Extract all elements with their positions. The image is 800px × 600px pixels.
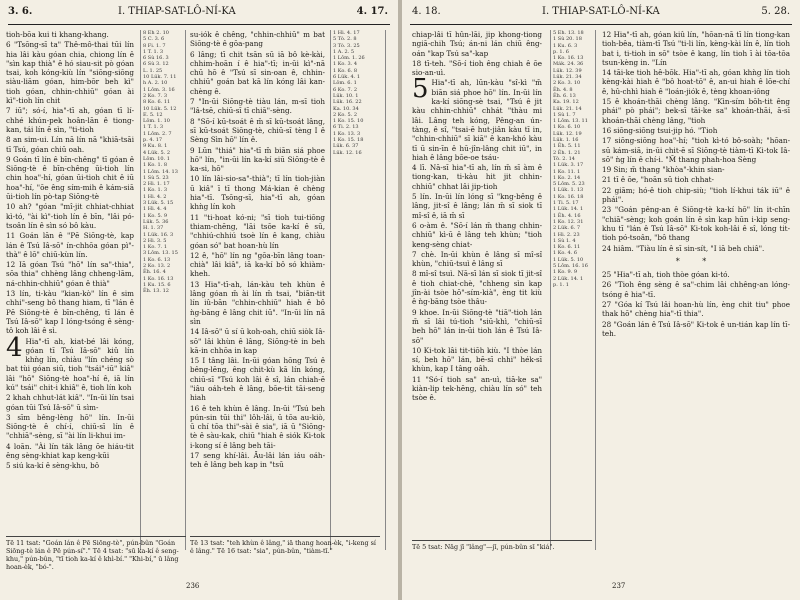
cross-reference: 8 Fi. 1. 7 <box>143 42 166 49</box>
cross-reference: 3 Tò. 3. 25 <box>333 42 360 49</box>
verse: 12 Iā góan Tsú "hō" lín sa"-thia", sōa thia" chhèng lâng chheng-lām, ná-chhin-chhiū" góan ê thià" <box>6 260 134 288</box>
verse: chiap-lâi tī hûn-lāi, jip khong-tiong ngiā-chih Tsú; án-ni lán chiū êng-oán "kap Tsú sa"-kap <box>412 30 542 58</box>
verse: 9 Lūn "thiá" hia"-tī m̄ biān siá phoe hō" lín, "in-ūi lín ka-kí siū Siōng-tè ê ka-si, hō" <box>190 145 325 174</box>
verse: 16 ê teh khùn ê lâng. In-ūi "Tsú beh pún-sin tūi thi" lôh-lâi, ū tōa au-kiò, ū chí tōa thi"-sài ê sia", iā ū "Siōng-tè ê sàu-kak, chiū "hiah ê siók Ki-tok i-kong sí ê lâng beh tāi- <box>190 403 325 450</box>
left-text-column-1 <box>6 30 134 472</box>
cross-reference: 1 Lôm. 1. 26 <box>333 55 365 62</box>
cross-reference: 1 Lôm. 13. 11 <box>553 118 588 125</box>
right-header-title: I. THIAP-SAT-LÔ-NÍ-KA <box>542 6 660 17</box>
cross-reference: 1 Lük. 1. 13 <box>553 187 584 194</box>
left-footnote-2: Tē 13 tsat: "teh khùn ê lâng," iā thang hoan-èk, "i-keng sí ê lâng." Tē 16 tsat: "sia", pún-bûn, "tiàm-tī." <box>190 536 380 555</box>
verse: 8 mî-sî tsuì. Nā-sī lán sī siok tī jit-sî ê tioh chiat-chè, "chheng sìn kap jîn-ài tsòe hō"-sím-kià", èng tit kiù ê ǹg-bāng tsòe thâu- <box>412 269 542 307</box>
cross-reference: 2 Ko. 13. 2 <box>143 262 171 269</box>
cross-reference: 1 Ko. 15. 18 <box>333 137 364 144</box>
cross-reference: 1 T. 1. 3 <box>143 48 164 55</box>
cross-reference: 1 Ko. 1. 8 <box>143 162 168 169</box>
cross-reference: p. 1. 1 <box>553 281 569 288</box>
cross-reference: Lük. 5. 36 <box>143 218 169 225</box>
cross-reference: 2 Ko. 7. 3 <box>143 92 168 99</box>
verse: 10 Ki-tok lâi tit-tiōh kiù. "I thòe lán sí, beh hō" lán, bē-sī chhi" hék-sī khùn, kap I tâng oâh. <box>412 345 542 374</box>
right-cross-references <box>550 30 596 550</box>
cross-reference: 8 Ko. 6. 11 <box>143 99 171 106</box>
verse: 11 "Só-í tioh sa" an-uì, tiā-ke sa" kiàn-lip tek-hēng, chiàu lín só" teh tsòe ê. <box>412 374 542 403</box>
verse: 2 khah chhut-lát kiâ". "In-ūi lín tsai góan tūi Tsú Iâ-sō" ū sìm- <box>6 393 134 412</box>
cross-reference: 1 Ko. 9. 9 <box>553 269 578 276</box>
cross-reference: 1 Ko. 5. 9 <box>143 212 168 219</box>
right-page-header <box>402 6 800 22</box>
cross-reference: 2 Hi. 3. 5 <box>143 237 167 244</box>
cross-reference: 1 Lôm. 14. 13 <box>143 168 178 175</box>
verse: 24 hiâm. "Tiàu lín ê sī sin-sít, "I iā beh chiâ". <box>602 243 765 253</box>
cross-reference: Lük. 6. 37 <box>333 143 359 150</box>
cross-reference: 3 Lük. 5. 15 <box>143 200 174 207</box>
verse: tioh-bōa kui ti khang-khang. <box>6 30 109 39</box>
cross-reference: E. 5. 12 <box>143 111 163 118</box>
cross-reference: 1 Ku. 6. 3 <box>553 42 578 49</box>
cross-reference: 1 Sù 5. 23 <box>143 174 169 181</box>
verse: 14 tāi-ke tioh hê-bōk. Hia"-tī ah, góan khǹg lín tioh kèng-kài hiah ê "bô hoat-tō" ê, an-ui hiah ê lōe-chí ê, hû-chhì hiah ê "loán-jiók ê, tèng khoan-iông <box>602 68 790 96</box>
verse: 5 lín. In-ūi lín lóng sī "kng-bêng ê lâng, jit-sî ê lâng; lán m̄ sī siok tī mî-sî ê, iā m̄ sī <box>412 192 542 220</box>
cross-reference: 2 Lük. 6. 7 <box>553 225 581 232</box>
cross-reference: Lük. 16. 22 <box>333 99 362 106</box>
right-text-column-1 <box>412 30 542 404</box>
section-divider-stars: * * <box>675 256 717 266</box>
cross-reference: 6 Ko. 7. 2 <box>333 86 358 93</box>
cross-reference: h A. 2. 10 <box>143 80 168 87</box>
verse: 10 ah? "góan "mî-jit chhiat-chhiat kì-tó, "ài kì"-tioh lín ê bīn, "lâi pó-tsoân lín ê sìn só bô kàu. <box>6 202 134 230</box>
cross-reference: 1 Hi. 4. 17 <box>333 30 360 36</box>
cross-reference: H. 1. 37 <box>143 225 164 232</box>
cross-reference: 6 Ti. 2. 13 <box>333 124 359 131</box>
cross-reference: 1 A. 2. 5 <box>333 48 355 55</box>
cross-reference: 5 Lôm. 16. 16 <box>553 262 588 269</box>
cross-reference: 6 Sù 3. 12 <box>143 61 169 68</box>
verse: 15 I tâng lâi. In-ūi góan hōng Tsú ê bêng-lēng, êng chit-kù kā lín kóng, chiū-sī "Tsú koh lâi ê sî, lán chiah-ē "iâu oáh-teh ê lâng, bōe-tit tāi-seng hiah <box>190 356 325 403</box>
cross-reference: Mák. 24. 36 <box>553 61 584 68</box>
right-page-number: 237 <box>612 582 626 590</box>
cross-reference: 2 Hi. 1. 17 <box>143 181 170 188</box>
left-footnote-1: Tē 11 tsat: "Goán lán ê Pē Siōng-tè", pún-bûn "Goán Siōng-tè lán ê Pē pún-sí"." Tē 4 tsat: "sū ka-kí ê seng-khu," pún-bûn, "tī tioh ka-kí ê khì-bí." "Khi-bí," ū lâng hoan-èk, "bó-". <box>6 536 186 571</box>
verse: 7 "In-ūi Siōng-tè tiàu lán, m-sī tioh "lâ-tsē, chiū-sī tī chiā"-sèng. <box>190 97 325 116</box>
cross-reference: 1 Ko. 11. 1 <box>553 168 581 175</box>
cross-reference: 1 Lük. 3. 17 <box>553 162 584 169</box>
cross-reference: Lük. 1. 16 <box>553 137 579 144</box>
left-header-chapter-end: 4. 17. <box>356 6 388 17</box>
left-cross-references <box>140 30 186 550</box>
cross-reference: Ka. 19. 12 <box>553 99 579 106</box>
verse: 5 siú ka-kí ê sèng-khu, bô <box>6 461 100 471</box>
cross-reference: Lük. 12. 39 <box>553 67 582 74</box>
verse: 13 lín, ti-kàu "kian-kò" lín ê sim chhi"-seng bô thang hiam, tī "lán ê Pē Siōng-tè ê bīn-chêng, tī lán ê Tsú Iâ-sō" kap I lóng-tsóng ê sèng-tô koh lâi ê sì. <box>6 289 134 336</box>
cross-reference: 3 Lôm. 13. 15 <box>143 250 178 257</box>
cross-reference: Ēh. 6. 13 <box>553 92 576 99</box>
verse: 6 o-àm ê. "Sō-í lán m̄ thang chhin-chhiū" kì-ū ê lâng teh khùn; "tioh keng-sèng chiat- <box>412 220 542 249</box>
cross-reference: 1 Lük. 14. 1 <box>553 206 584 213</box>
cross-reference: 1 Hi. 4. 4 <box>143 206 167 213</box>
verse: 26 "Tioh êng sèng ê sa"-chim lâi chhêng-an lóng-tsóng ê hia"-tī. <box>602 280 790 299</box>
verse: 12 ê, "hō" lín ng "gōa-bīn lâng toan-chià" lâi kiâ", iā ka-kí bô só khiàm-kheh. <box>190 250 325 279</box>
right-text-column-2 <box>602 30 790 339</box>
cross-reference: 1 Ko. 3. 4 <box>333 61 358 68</box>
cross-reference: 6 Lük. 4. 1 <box>333 74 361 81</box>
cross-reference: 1 Ko. 6. 13 <box>143 256 171 263</box>
left-header-chapter-start: 3. 6. <box>8 6 33 17</box>
cross-reference: 10 Lük. 7. 11 <box>143 74 177 81</box>
chapter-number: 4 <box>6 332 23 363</box>
verse: 7 chè. In-ūi khùn ê lâng sī mî-sî khùn, "chiū-tsuì ê lâng sī <box>412 249 542 269</box>
header-rule <box>8 24 390 25</box>
cross-reference: 1 Ko. 1. 3 <box>143 187 168 194</box>
cross-reference: 1 Ko. 16. 18 <box>553 193 584 200</box>
cross-reference: p. 4. 17 <box>143 137 163 144</box>
cross-reference: 1 Sù 1. 4 <box>553 237 576 244</box>
cross-reference: Ka. 10. 34 <box>333 105 359 112</box>
cross-reference: 10 Lük. 5. 12 <box>143 105 177 112</box>
cross-reference: 1 Ti. 5. 17 <box>553 200 579 207</box>
verse: 14 Iâ-sō" ū sí ū koh-oah, chiū siòk Iâ-sō" lâi khùn ê lâng, Siōng-tè in beh kā-in chhōa in kap <box>190 327 325 355</box>
cross-reference: 6 Sù 16. 3 <box>143 55 169 62</box>
verse: 16 siōng-siōng tsui-jip hó. "Tioh <box>602 125 718 135</box>
right-header-chapter-start: 4. 18. <box>412 6 441 17</box>
cross-reference: 1 Ēh. 4. 16 <box>553 212 581 219</box>
cross-reference: 1 T. 1. 3 <box>143 124 164 131</box>
verse: 19 Sin; m̄ thang "khòa"-khin sian- <box>602 165 725 175</box>
cross-reference: 1 Hi. 4. 2 <box>143 193 167 200</box>
cross-reference: 1 Ko. 2. 14 <box>553 174 581 181</box>
cross-reference: 1 Ko. 16. 13 <box>143 275 174 282</box>
verse: 27 "Góa kí Tsú lâi hoan-hù lín, èng chit tiu" phoe thak hō" chèng hia"-tī thia". <box>602 300 790 319</box>
cross-reference: 5 Lôm. 5. 23 <box>553 181 585 188</box>
cross-reference: 2 Ko. 5. 2 <box>333 111 358 118</box>
cross-reference: Lôm. 1. 10 <box>143 118 170 125</box>
cross-reference: 5 Ēh. 13. 18 <box>553 30 584 36</box>
cross-reference: 2 Ko. 3. 10 <box>553 80 581 87</box>
cross-reference: 1 Ku. 15. 6 <box>143 281 171 288</box>
cross-reference: Lük. 21. 34 <box>553 74 582 81</box>
verse: 3 sīm bêng-lèng hō" lín. In-ūi Siōng-tè ê chí-í, chiū-sī lín ê "chhiā"-sèng, sī "ài lín li-khui im- <box>6 412 134 441</box>
cross-reference: 1 Ko. 6. 8 <box>333 67 358 74</box>
cross-reference: 1 Ko. 16. 13 <box>553 55 584 62</box>
cross-reference: 4 Lük. 5. 2 <box>143 149 171 156</box>
cross-reference: Lük. 12. 16 <box>333 149 362 156</box>
left-page-number: 236 <box>186 582 200 590</box>
cross-reference: Lôm. 10. 1 <box>143 155 170 162</box>
verse: 6 "Tsōng-sī ta" Thê-mô-thai tūi lín hia lâi kàu góan chia, chiong lín ê "sìn kap thià" ê hó siau-sit pò góan tsai, koh kóng-kiù lín "siōng-siōng siàu-liām góan, him-bōr beh kì" tioh góan, chhin-chhiū" góan ài kì"-tioh lín chit <box>6 40 134 106</box>
verse: 21 tī ê ōe, "hoān sū tioh chhat- <box>602 175 714 185</box>
cross-reference: Ēh. 13. 12 <box>143 288 169 295</box>
cross-reference: 1 Ko. 6. 11 <box>553 244 581 251</box>
verse: 25 "Hia"-tī ah, tioh thòe góan ki-tó. <box>602 270 730 280</box>
chapter-5-start: 5 Hia"-tī ah, lūn-kàu "sî-kì "m̄ biān siá phoe hō" lín. In-ūi lín ka-kí siōng-sè tsai, "Tsú ê jit kàu chhin-chhiū" chhát "thàu mi lâi. Lâng teh kóng, Pêng-an ún-tàng, ê sî, "tsai-ē hut-jiân kàu tī in, "chhin-chhiū" sī kiā" ê kan-khó kàu tī ū sin-īn ê hū-jîn-lâng chit iū", in hiah ê lâng bōe-oe tsáu- <box>412 74 542 162</box>
verse: 23 "Goán pêng-an ê Siōng-tè ka-kí hō" lín it-chīn "chiā"-sèng; koh goán lín ê sìn kap hūn i-kip seng-khu tī "lán ê Tsú Iâ-sō" Ki-tok koh-lâi ê sî, lóng tit-tioh pó-tsoân, "bô thang <box>602 205 790 243</box>
cross-reference: 1 Lük. 16. 3 <box>143 231 174 238</box>
chapter-4-start: 4 Hia"-tī ah, kiat-bé lâi kóng, góan tī Tsú Iâ-sō" kiû lín khǹg lín, chiàu "lín chéng sò bat tùi góan siū, tioh "tsái"-iū" kiâ" lâi "hō" Siōng-tè hoa"-hí ê, iā lín kú" tsái" chit-i khiâ" ê, tioh lín koh <box>6 332 134 392</box>
cross-reference: 5 C. 3. 6 <box>143 36 165 43</box>
right-footnote: Tē 5 tsat: Nāg jī "lâng"—jī, pún-bûn sī "kiá". <box>412 540 592 551</box>
right-header-chapter-end: 5. 28. <box>761 6 790 17</box>
cross-reference: Lük. 21. 14 <box>553 105 582 112</box>
verse: 9 Goán tī lín ê bīn-chêng" tī góan ê Siōng-tè ê bīn-chêng ūi-tioh lín chin hoa"-hí, góan ūi-tioh chit ê iū hoa"-hí, "ōe êng sím-mih ê kám-siā ūi-tioh lín pò-tap Siōng-tè <box>6 154 134 202</box>
cross-reference: 1 Lôm. 2. 7 <box>143 130 172 137</box>
cross-reference: p. 1. 6 <box>553 48 569 55</box>
cross-reference: 1 Ko. 4. 6 <box>553 250 578 257</box>
verse: 8 "Sō-í kū-tsoát ê m̄ sī kū-tsoát lâng, sī kū-tsoát Siōng-tè, chiū-sī tèng I ê Sèng Sìn hō" lín ê. <box>190 116 325 145</box>
cross-reference: Lük. 10. 1 <box>333 92 359 99</box>
right-page <box>402 0 800 600</box>
left-page <box>0 0 398 600</box>
cross-reference: Ēh. 16. 4 <box>143 269 166 276</box>
cross-reference: 1 Sù 20. 18 <box>553 36 582 43</box>
cross-reference: 1 Ēh. 5. 11 <box>553 143 581 150</box>
cross-reference: 1 Ko. 7. 1 <box>143 244 168 251</box>
verse: 6 lâng; tī chit tsān sū iā bô kè-kài, chhim-hoān í ê hia"-tī; in-ūi kì"-nā chū hō ê "Tsú sī sin-oan ê, chhin-chhiū" goán bat kā lín kóng lâi kan-chèng ê. <box>190 49 325 96</box>
cross-reference: Tò. 2. 14 <box>553 155 575 162</box>
cross-reference: 5 Tò. 2. 8 <box>333 36 357 43</box>
verse: 18 tī-teh. "Sō-í tioh êng chiah ê ōe sio-an-uì. <box>412 58 542 78</box>
verse: 9 khoe. In-ūi Siōng-tè "tiā"-tioh lán m̄ sī lâi tú-tioh "siū-khì, "chiū-sī beh hō" lán in-ūi tioh lán ê Tsú Iâ-sō" <box>412 307 542 345</box>
cross-reference: 1 Ko. 13. 3 <box>333 130 361 137</box>
cross-reference: 2 Lük. 14. 1 <box>553 275 584 282</box>
chapter-number: 5 <box>412 74 429 105</box>
verse: 8 an sim-ui. Lín nā lín nā "khiā-tsāi tī Tsú, góan chiū oah. <box>6 135 134 154</box>
verse: 10 lín lâi-sio-sa"-thià"; tī lín tioh-jiàn ū kiâ" ī tī thong Má-kian ê chèng hia"-tī. Tsōng-sī, hia"-tī ah, góan khǹg lín koh <box>190 174 325 212</box>
verse: 4 lī. Nā-sī hia"-tī ah, lín m̄ sī àm ê tiong-kan, ti-kàu hit jit chhin-chhiū" chhat lâi jip-tioh <box>412 163 542 191</box>
cross-reference: 1 Lôm. 3. 16 <box>143 86 175 93</box>
cross-reference: 1 Ko. 15. 10 <box>333 118 364 125</box>
cross-reference: 2 Ēh. 1. 21 <box>553 149 581 156</box>
verse: 17 seng khí-lâi. Āu-lâi lán iáu oáh-teh ê lâng beh kap in "tsū <box>190 451 325 470</box>
cross-reference: Lük. 12. 19 <box>553 130 582 137</box>
cross-reference: 9 Ku. 8. 1 <box>143 143 168 150</box>
cross-reference: 1 Ko. 6. 10 <box>553 124 581 131</box>
cross-reference: 1 Hi. 2. 23 <box>553 231 580 238</box>
verse: su-iók ê chêng, "chhin-chhiū" m bat Siōng-tè ê gōa-pang <box>190 30 325 49</box>
cross-reference: 1 Ko. 12. 31 <box>553 218 584 225</box>
verse: 13 Hia"-tī-ah, lán-kàu teh khùn ê lâng góan m̄ ài lín m̄ tsai, "biān-tit lín iû-bān "chhin-chhiū" hiah ê bô ǹg-bāng ê lâng chit iū". "In-ūi lín nā sìn <box>190 279 325 326</box>
left-text-column-2 <box>190 30 325 471</box>
cross-reference: 1 Lük. 5. 10 <box>553 256 584 263</box>
verse: 17 siōng-siōng hoa"-hí; "tioh kì-tó bô-soàh; "hōan-sū kám-siā, in-ūi chit-ē sī Siōng-tè tiàm-tī Ki-tok Iâ-sō" ǹg lín ê chí-i. "M̄ thang phah-hoa Sèng <box>602 136 790 164</box>
verse: 11 Goán lān ê "Pē Siōng-tè, kap lán ê Tsú Iâ-sō" ín-chhōa góan pì"-thà" ê lō" chiū-kùn lín. <box>6 231 134 259</box>
cross-reference: 8 Ēh 2. 10 <box>143 30 169 36</box>
cross-reference: L. 1. 25 <box>143 67 163 74</box>
left-cross-references-2 <box>330 30 386 550</box>
verse: 28 "Goán lán ê Tsú Iâ-sō" Ki-tok ê un-tián kap lín tī-teh. <box>602 319 790 338</box>
verse: 12 Hia"-tī ah, góan kiû lín, "hōan-nā tī lín tiong-kan tioh-bêa, tiàm-tī Tsú "ti-li lín, kèng-kài lín ê, lín tioh bat i, ti-tioh in sō" tsòe ê kang, lín tioh ī ài tōa-tōa tsun-kèng in. "Lín <box>602 30 790 67</box>
cross-reference: Lôm. 6. 1 <box>333 80 357 87</box>
verse: 22 giām; hó-ê tioh chip-siù; "tioh lí-khui ták iū" ê phái". <box>602 185 790 205</box>
cross-reference: 1 Sù 1. 7 <box>553 111 576 118</box>
verse: 15 ê khoán-thāi chèng lâng. "Kìn-sím bōh-tit êng phái" pò phái"; bek-sī tāi-ke sa" khoán-thāi, ā-sī khoán-thāi chèng lâng, "tioh <box>602 97 790 125</box>
left-page-header <box>0 6 398 22</box>
header-rule <box>410 24 792 25</box>
verse: 11 "ti-hoat kó-ni; "sī tioh tui-tiōng thiam-chēng, "lāi tsōe ka-kí ê sū, "chhiú-chhiú tsoè lín ê kang, chiàu góan só" bat hoan-hù lín <box>190 212 325 250</box>
left-header-title: I. THIAP-SAT-LÔ-NÍ-KA <box>118 6 236 17</box>
verse: 7 iū"; só-í, hia"-tī ah, góan tī lí-chhé khún-pek hoân-lān ê tiong-kan, tái lín ê sìn, "ti-tioh <box>6 106 134 134</box>
verse: 4 loān. "Ài lín ták lâng ōe hiáu-tit êng sèng-khiat kap keng-kūi <box>6 441 134 461</box>
cross-reference: Ēh. 4. 8 <box>553 86 573 93</box>
